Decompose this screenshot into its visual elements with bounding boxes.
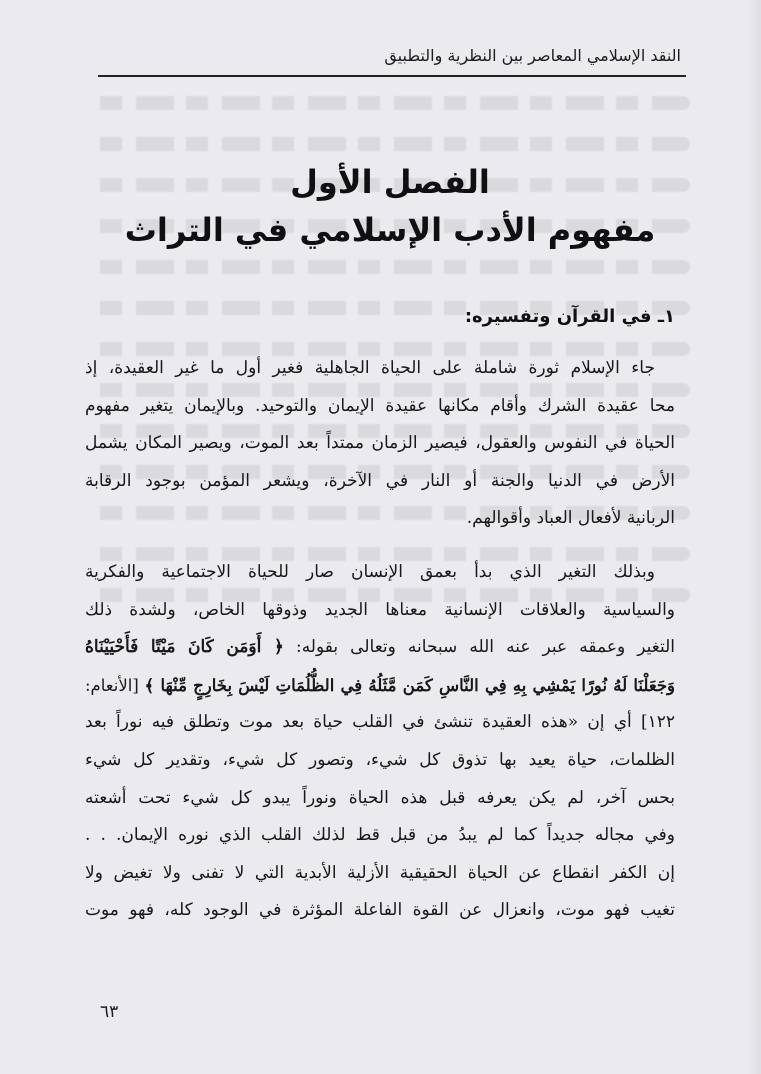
chapter-number: الفصل الأول bbox=[290, 163, 490, 201]
page-edge-shadow bbox=[747, 0, 761, 1074]
text-line: تغيب فهو موت، وانعزال عن القوة الفاعلة المؤثرة في الوجود كله، فهو موت bbox=[85, 900, 675, 921]
body-text bbox=[85, 350, 675, 930]
verse-reference: [الأنعام: bbox=[85, 675, 139, 695]
text-line: محا عقيدة الشرك وأقام مكانها عقيدة الإيمان والتوحيد. وبالإيمان يتغير مفهوم bbox=[85, 395, 675, 416]
text-line bbox=[85, 629, 675, 667]
text-line: إن الكفر انقطاع عن الحياة الحقيقية الأزلية الأبدية التي لا تفنى ولا تغيض ولا bbox=[85, 862, 675, 883]
text-line: الربانية لأفعال العباد وأقوالهم. bbox=[466, 508, 675, 529]
section-heading: ١ـ في القرآن وتفسيره: bbox=[464, 306, 675, 327]
text-line: الأرض في الدنيا والجنة أو النار في الآخرة، ويشعر المؤمن بوجود الرقابة bbox=[85, 470, 675, 491]
text-line bbox=[85, 667, 675, 705]
running-header: النقد الإسلامي المعاصر بين النظرية والتطبيق bbox=[384, 46, 681, 65]
page-number: ٦٣ bbox=[100, 1002, 119, 1022]
text-line: والسياسية والعلاقات الإنسانية معناها الجديد وذوقها الخاص، ولشدة ذلك bbox=[85, 599, 675, 620]
text-line: ١٢٢] أي إن «هذه العقيدة تنشئ في القلب حياة بعد موت وتطلق فيه نوراً بعد bbox=[85, 712, 675, 733]
header-rule bbox=[98, 75, 686, 77]
quran-verse: ﴿ أَوَمَن كَانَ مَيْتًا فَأَحْيَيْنَاهُ bbox=[85, 637, 284, 658]
text-line: الحياة في النفوس والعقول، فيصير الزمان ممتداً بعد الموت، ويصير المكان يشمل bbox=[85, 433, 675, 454]
chapter-name: مفهوم الأدب الإسلامي في التراث bbox=[124, 211, 656, 249]
quran-verse: وَجَعَلْنَا لَهُ نُورًا يَمْشِي بِهِ فِي النَّاسِ كَمَن مَّثَلُهُ فِي الظُّلُمَاتِ لَيْسَ بِخَارِجٍ مِّنْهَا ﴾ bbox=[144, 675, 675, 695]
text-line: وبذلك التغير الذي بدأ بعمق الإنسان صار للحياة الاجتماعية والفكرية bbox=[85, 561, 655, 582]
text-line: وفي مجاله جديداً كما لم يبدُ من قبل قط لذلك القلب الذي نوره الإيمان. . . bbox=[85, 825, 675, 846]
text-line: بحس آخر، لم يكن يعرفه قبل هذه الحياة ونوراً يبدو كل شيء تحت أشعته bbox=[85, 787, 675, 808]
text-line: الظلمات، حياة يعيد بها تذوق كل شيء، وتصور كل شيء، وتقدير كل شيء bbox=[85, 749, 675, 770]
chapter-title bbox=[100, 158, 680, 254]
text-line: جاء الإسلام ثورة شاملة على الحياة الجاهلية فغير أول ما غير العقيدة، إذ bbox=[85, 358, 655, 378]
text-segment: التغير وعمقه عبر عنه الله سبحانه وتعالى بقوله: bbox=[295, 637, 675, 658]
